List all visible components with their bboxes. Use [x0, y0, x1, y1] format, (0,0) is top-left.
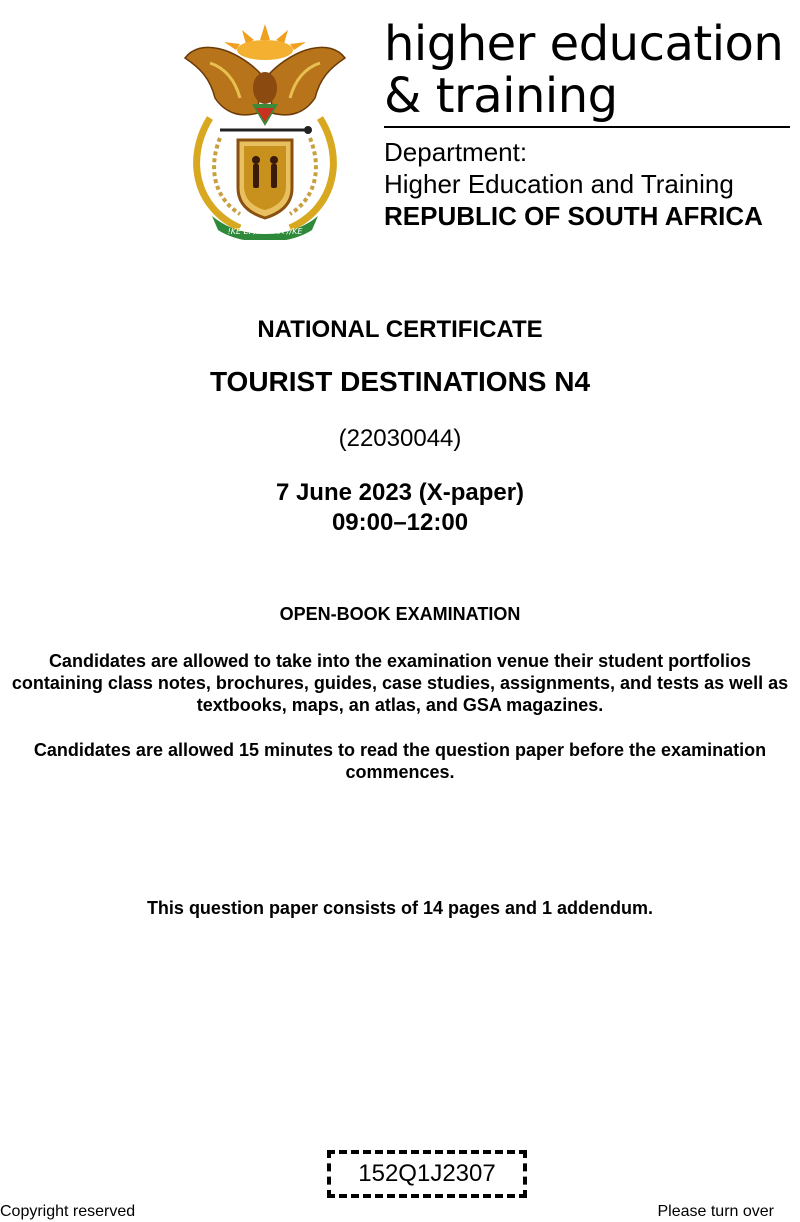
- exam-time: 09:00–12:00: [331, 509, 469, 536]
- department-name: [384, 136, 734, 200]
- footer-turn-over: Please turn over: [657, 1203, 774, 1220]
- brand-divider: [384, 126, 790, 128]
- instruction-reading-time: Candidates are allowed 15 minutes to read the question paper before the examination commences.: [33, 740, 767, 782]
- exam-date: 7 June 2023 (X-paper): [275, 479, 525, 506]
- certificate-title: NATIONAL CERTIFICATE: [257, 316, 543, 343]
- page-count-note: This question paper consists of 14 pages and 1 addendum.: [146, 898, 654, 918]
- brand-higher-education: higher education: [384, 16, 784, 72]
- coat-of-arms-logo: [180, 18, 350, 240]
- instruction-materials: Candidates are allowed to take into the examination venue their student portfolios containing class notes, brochures, guides, case studies, assignments, and tests as well as textbooks, maps, an atlas, and GSA magazines.: [11, 651, 789, 715]
- exam-type-heading: OPEN-BOOK EXAMINATION: [279, 604, 521, 624]
- department-title: Higher Education and Training: [384, 169, 734, 199]
- footer-copyright: Copyright reserved: [0, 1203, 136, 1220]
- republic-name: REPUBLIC OF SOUTH AFRICA: [384, 201, 763, 231]
- subject-code: (22030044): [338, 425, 462, 452]
- svg-text:!KE E: /XARRA //KE: !KE E: /XARRA //KE: [227, 227, 303, 236]
- brand-training: & training: [384, 68, 618, 124]
- subject-title: TOURIST DESTINATIONS N4: [209, 366, 591, 397]
- paper-code-box: [327, 1150, 527, 1198]
- exam-date-time: [0, 478, 800, 538]
- department-label: Department:: [384, 137, 528, 167]
- paper-code: 152Q1J2307: [358, 1160, 496, 1187]
